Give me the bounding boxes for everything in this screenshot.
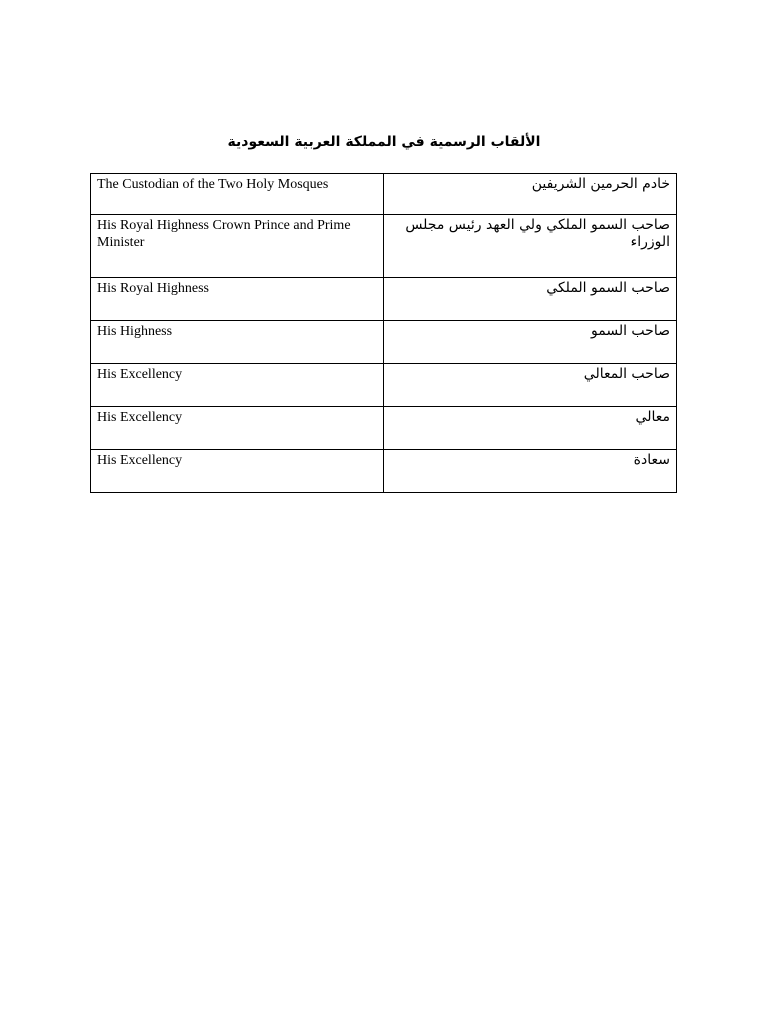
- arabic-title-cell: صاحب السمو الملكي: [384, 278, 677, 321]
- table-row: [91, 321, 677, 364]
- english-title-cell: His Excellency: [91, 364, 384, 407]
- table-row: [91, 215, 677, 278]
- english-title-cell: His Excellency: [91, 407, 384, 450]
- english-title-cell: His Royal Highness: [91, 278, 384, 321]
- table-row: [91, 450, 677, 493]
- table-row: [91, 407, 677, 450]
- arabic-title-cell: خادم الحرمين الشريفين: [384, 174, 677, 215]
- arabic-title-cell: صاحب المعالي: [384, 364, 677, 407]
- document-title: الألقاب الرسمية في المملكة العربية السعودية: [227, 134, 541, 150]
- arabic-title-cell: معالي: [384, 407, 677, 450]
- arabic-title-cell: صاحب السمو الملكي ولي العهد رئيس مجلس الوزراء: [384, 215, 677, 278]
- arabic-title-cell: صاحب السمو: [384, 321, 677, 364]
- table-row: [91, 278, 677, 321]
- english-title-cell: His Excellency: [91, 450, 384, 493]
- arabic-title-cell: سعادة: [384, 450, 677, 493]
- english-title-cell: His Royal Highness Crown Prince and Prime Minister: [91, 215, 384, 278]
- table-row: [91, 364, 677, 407]
- english-title-cell: The Custodian of the Two Holy Mosques: [91, 174, 384, 215]
- titles-table: [90, 173, 677, 493]
- english-title-cell: His Highness: [91, 321, 384, 364]
- table-row: [91, 174, 677, 215]
